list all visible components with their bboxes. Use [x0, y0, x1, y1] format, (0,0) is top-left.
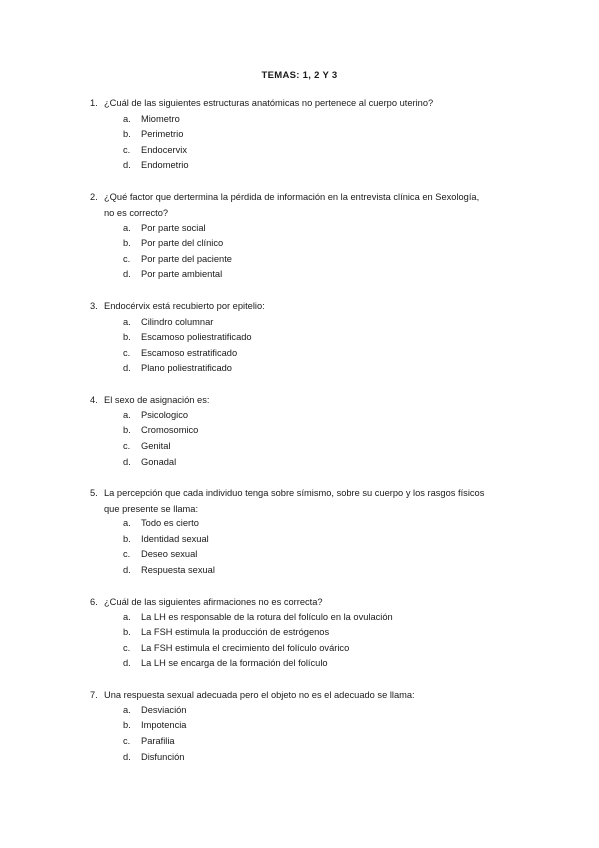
option-text: Por parte del clínico [141, 238, 224, 248]
option-letter: d. [123, 363, 131, 373]
option-letter: b. [123, 129, 131, 139]
option-text: Escamoso estratificado [141, 348, 238, 358]
option-text: Deseo sexual [141, 549, 198, 559]
option-letter: a. [123, 705, 131, 715]
option-letter: c. [123, 254, 131, 264]
option-text: Genital [141, 441, 171, 451]
option-text: Desviación [141, 705, 187, 715]
option-letter: b. [123, 238, 131, 248]
option-letter: a. [123, 518, 131, 528]
option-text: Impotencia [141, 720, 187, 730]
option-letter: d. [123, 565, 131, 575]
option-letter: b. [123, 332, 131, 342]
option-text: Endometrio [141, 160, 189, 170]
option-text: Parafilia [141, 736, 175, 746]
option-letter: c. [123, 736, 131, 746]
option-letter: c. [123, 348, 131, 358]
question-text: ¿Qué factor que dertermina la pérdida de información en la entrevista clínica en Sexología, [104, 192, 480, 202]
question-text: ¿Cuál de las siguientes estructuras anatómicas no pertenece al cuerpo uterino? [104, 98, 434, 108]
option-letter: a. [123, 223, 131, 233]
option-letter: b. [123, 720, 131, 730]
question-number: 5. [90, 488, 98, 498]
question-text-continued: no es correcto? [104, 208, 169, 218]
option-text: Perimetrio [141, 129, 184, 139]
option-letter: a. [123, 612, 131, 622]
option-text: Gonadal [141, 457, 177, 467]
option-text: La LH se encarga de la formación del folículo [141, 658, 328, 668]
option-text: Todo es cierto [141, 518, 199, 528]
question-number: 2. [90, 192, 98, 202]
option-text: Disfunción [141, 752, 185, 762]
option-letter: d. [123, 658, 131, 668]
option-text: La LH es responsable de la rotura del folículo en la ovulación [141, 612, 393, 622]
option-letter: a. [123, 114, 131, 124]
option-letter: b. [123, 627, 131, 637]
option-text: Psicologico [141, 410, 189, 420]
option-letter: d. [123, 457, 131, 467]
question-text: La percepción que cada individuo tenga sobre símismo, sobre su cuerpo y los rasgos físicos [104, 488, 485, 498]
question-number: 3. [90, 301, 98, 311]
option-text: Cilindro columnar [141, 317, 214, 327]
option-letter: d. [123, 160, 131, 170]
option-letter: c. [123, 145, 131, 155]
option-text: Identidad sexual [141, 534, 209, 544]
option-text: Por parte social [141, 223, 206, 233]
question-number: 7. [90, 690, 98, 700]
option-letter: b. [123, 425, 131, 435]
option-text: La FSH estimula el crecimiento del folículo ovárico [141, 643, 350, 653]
option-text: Endocervix [141, 145, 187, 155]
option-letter: a. [123, 317, 131, 327]
question-text: Una respuesta sexual adecuada pero el objeto no es el adecuado se llama: [104, 690, 415, 700]
question-number: 1. [90, 98, 98, 108]
option-letter: c. [123, 643, 131, 653]
option-letter: c. [123, 441, 131, 451]
question-number: 4. [90, 395, 98, 405]
question-text: Endocérvix está recubierto por epitelio: [104, 301, 265, 311]
option-text: Escamoso poliestratificado [141, 332, 252, 342]
option-letter: a. [123, 410, 131, 420]
option-text: Cromosomico [141, 425, 199, 435]
option-text: Por parte del paciente [141, 254, 232, 264]
page-title: TEMAS: 1, 2 Y 3 [261, 70, 338, 81]
question-text: ¿Cuál de las siguientes afirmaciones no es correcta? [104, 597, 323, 607]
question-text-continued: que presente se llama: [104, 504, 199, 514]
option-text: Miometro [141, 114, 180, 124]
option-letter: d. [123, 752, 131, 762]
option-text: Por parte ambiental [141, 269, 223, 279]
option-letter: d. [123, 269, 131, 279]
option-text: Respuesta sexual [141, 565, 215, 575]
question-text: El sexo de asignación es: [104, 395, 210, 405]
question-number: 6. [90, 597, 98, 607]
option-letter: b. [123, 534, 131, 544]
option-letter: c. [123, 549, 131, 559]
option-text: La FSH estimula la producción de estrógenos [141, 627, 330, 637]
option-text: Plano poliestratificado [141, 363, 232, 373]
